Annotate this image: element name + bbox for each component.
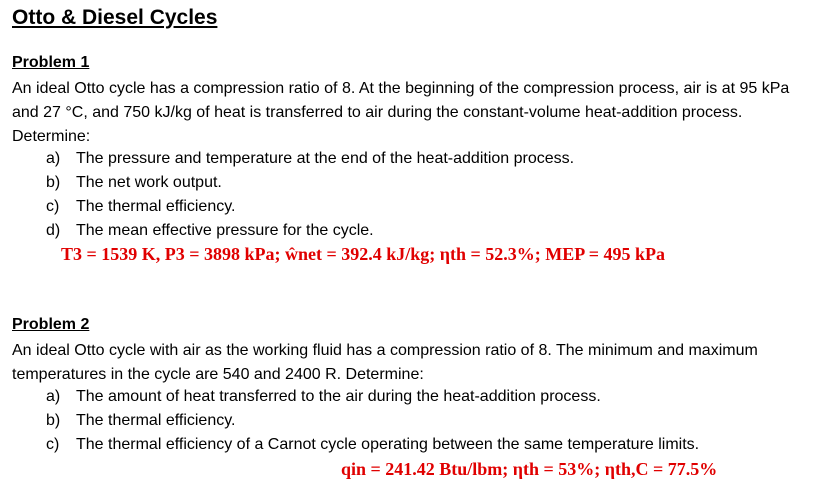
item-text: The thermal efficiency.: [76, 198, 236, 215]
problem-1-item-a: [46, 150, 574, 168]
item-label: a): [46, 388, 61, 405]
problem-1-heading: Problem 1: [12, 54, 90, 71]
problem-2-statement: An ideal Otto cycle with air as the working fluid has a compression ratio of 8. The minimum and maximum temperatures in the cycle are 540 and 2400 R. Determine:: [12, 342, 758, 383]
item-text: The net work output.: [76, 174, 222, 191]
item-label: c): [46, 198, 60, 215]
item-text: The thermal efficiency of a Carnot cycle operating between the same temperature limits.: [76, 436, 700, 453]
problem-2-answer: qin = 241.42 Btu/lbm; ηth = 53%; ηth,C = 77.5%: [341, 459, 718, 479]
problem-2-item-b: [46, 412, 235, 430]
problem-1-item-d: [46, 222, 374, 240]
problem-2-item-c: [46, 436, 699, 454]
item-text: The thermal efficiency.: [76, 412, 236, 429]
problem-1-item-b: [46, 174, 222, 192]
item-text: The amount of heat transferred to the air during the heat-addition process.: [76, 388, 601, 405]
problem-2-item-a: [46, 388, 601, 406]
problem-1-item-c: [46, 198, 235, 216]
item-label: b): [46, 174, 61, 191]
item-text: The mean effective pressure for the cycle.: [76, 222, 374, 239]
page-title: Otto & Diesel Cycles: [12, 6, 218, 29]
item-label: d): [46, 222, 61, 239]
item-label: a): [46, 150, 61, 167]
problem-1-statement: An ideal Otto cycle has a compression ratio of 8. At the beginning of the compression process, air is at 95 kPa and 27 °C, and 750 kJ/kg of heat is transferred to air during the constant-volume heat-addition process. Determine:: [12, 80, 790, 145]
problem-1-answer: T3 = 1539 K, P3 = 3898 kPa; ŵnet = 392.4 kJ/kg; ηth = 52.3%; MEP = 495 kPa: [61, 244, 666, 264]
item-label: c): [46, 436, 60, 453]
item-label: b): [46, 412, 61, 429]
problem-2-heading: Problem 2: [12, 316, 90, 333]
item-text: The pressure and temperature at the end of the heat-addition process.: [76, 150, 575, 167]
